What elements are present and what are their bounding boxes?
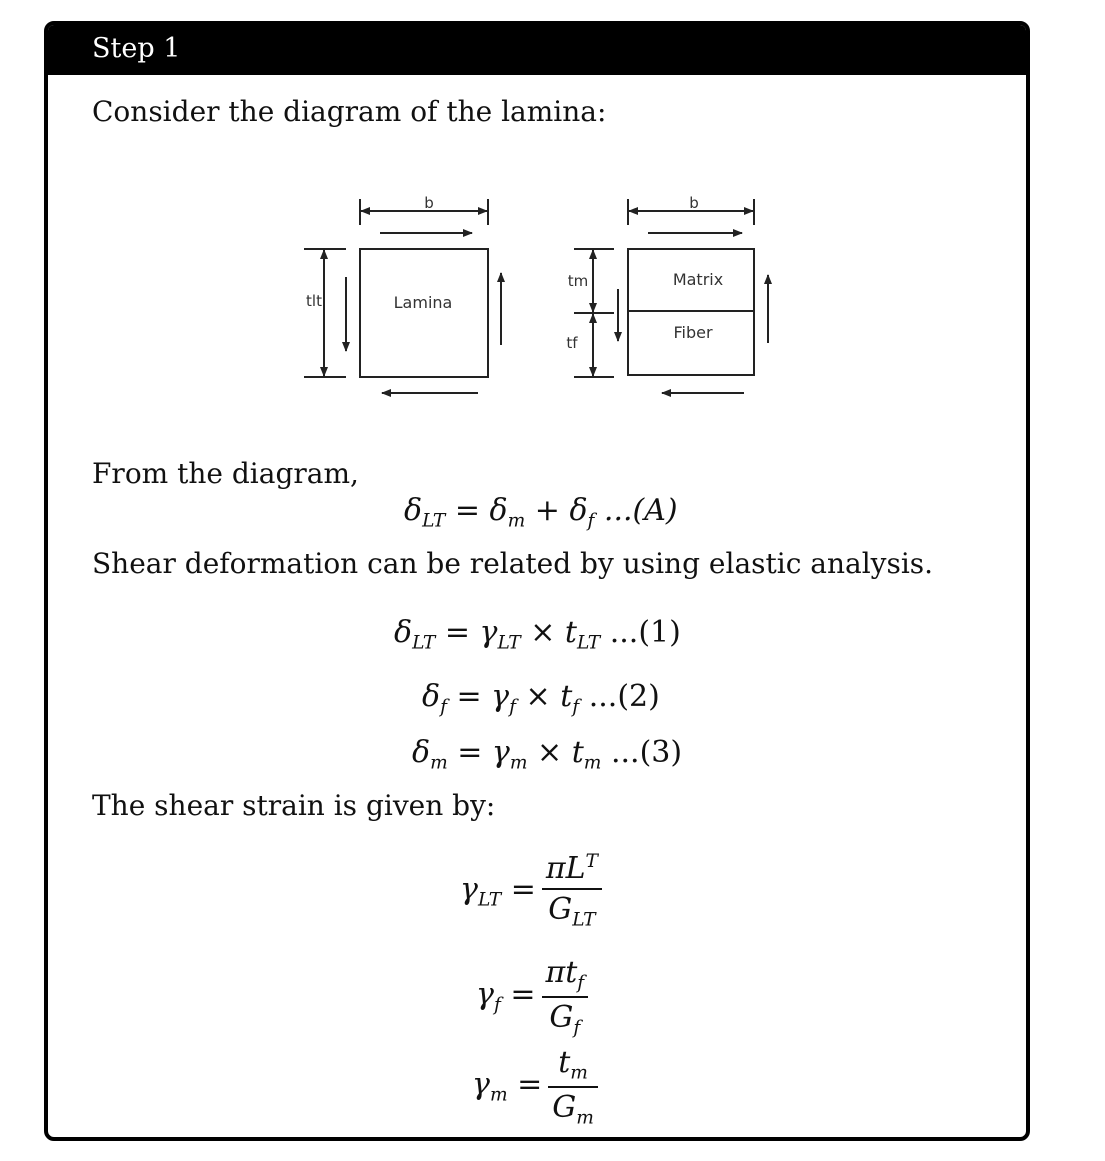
lamina-box — [360, 249, 488, 377]
matrix-label: Matrix — [672, 270, 724, 289]
strain-equation-m: $\gamma_m$ = $\frac{t_m}{G_m}$ — [472, 1045, 598, 1128]
fiber-label: Fiber — [673, 323, 713, 342]
strain-equation-f: $\gamma_f$ = $\frac{\pi t_f}{G_f}$ — [476, 955, 588, 1038]
equation-a: $\delta_{LT} = \delta_m + \delta_f$ ...(A) — [404, 493, 678, 532]
equation-3: $\delta_m = \gamma_m \times t_m$ ...(3) — [412, 735, 683, 774]
equation-2: $\delta_f = \gamma_f \times t_f$ ...(2) — [422, 679, 660, 718]
tm-label: tm — [567, 272, 589, 290]
lamina-diagram — [48, 25, 1030, 445]
left-width-label: b — [424, 194, 434, 212]
right-width-label: b — [689, 194, 699, 212]
strain-text: The shear strain is given by: — [92, 789, 496, 822]
equation-1: $\delta_{LT} = \gamma_{LT} \times t_{LT}$ ...(1) — [394, 615, 681, 654]
lamina-label: Lamina — [393, 293, 453, 312]
shear-text: Shear deformation can be related by using elastic analysis. — [92, 547, 934, 580]
intro-text: Consider the diagram of the lamina: — [92, 95, 607, 128]
step-card — [44, 21, 1030, 1141]
left-thickness-label: tlt — [306, 292, 322, 310]
step-title: Step 1 — [92, 33, 181, 64]
strain-equation-lt: $\gamma_{LT}$ = $\frac{\pi L^T}{G_{LT}}$ — [460, 851, 602, 931]
tf-label: tf — [566, 334, 578, 352]
from-diagram-text: From the diagram, — [92, 457, 359, 490]
